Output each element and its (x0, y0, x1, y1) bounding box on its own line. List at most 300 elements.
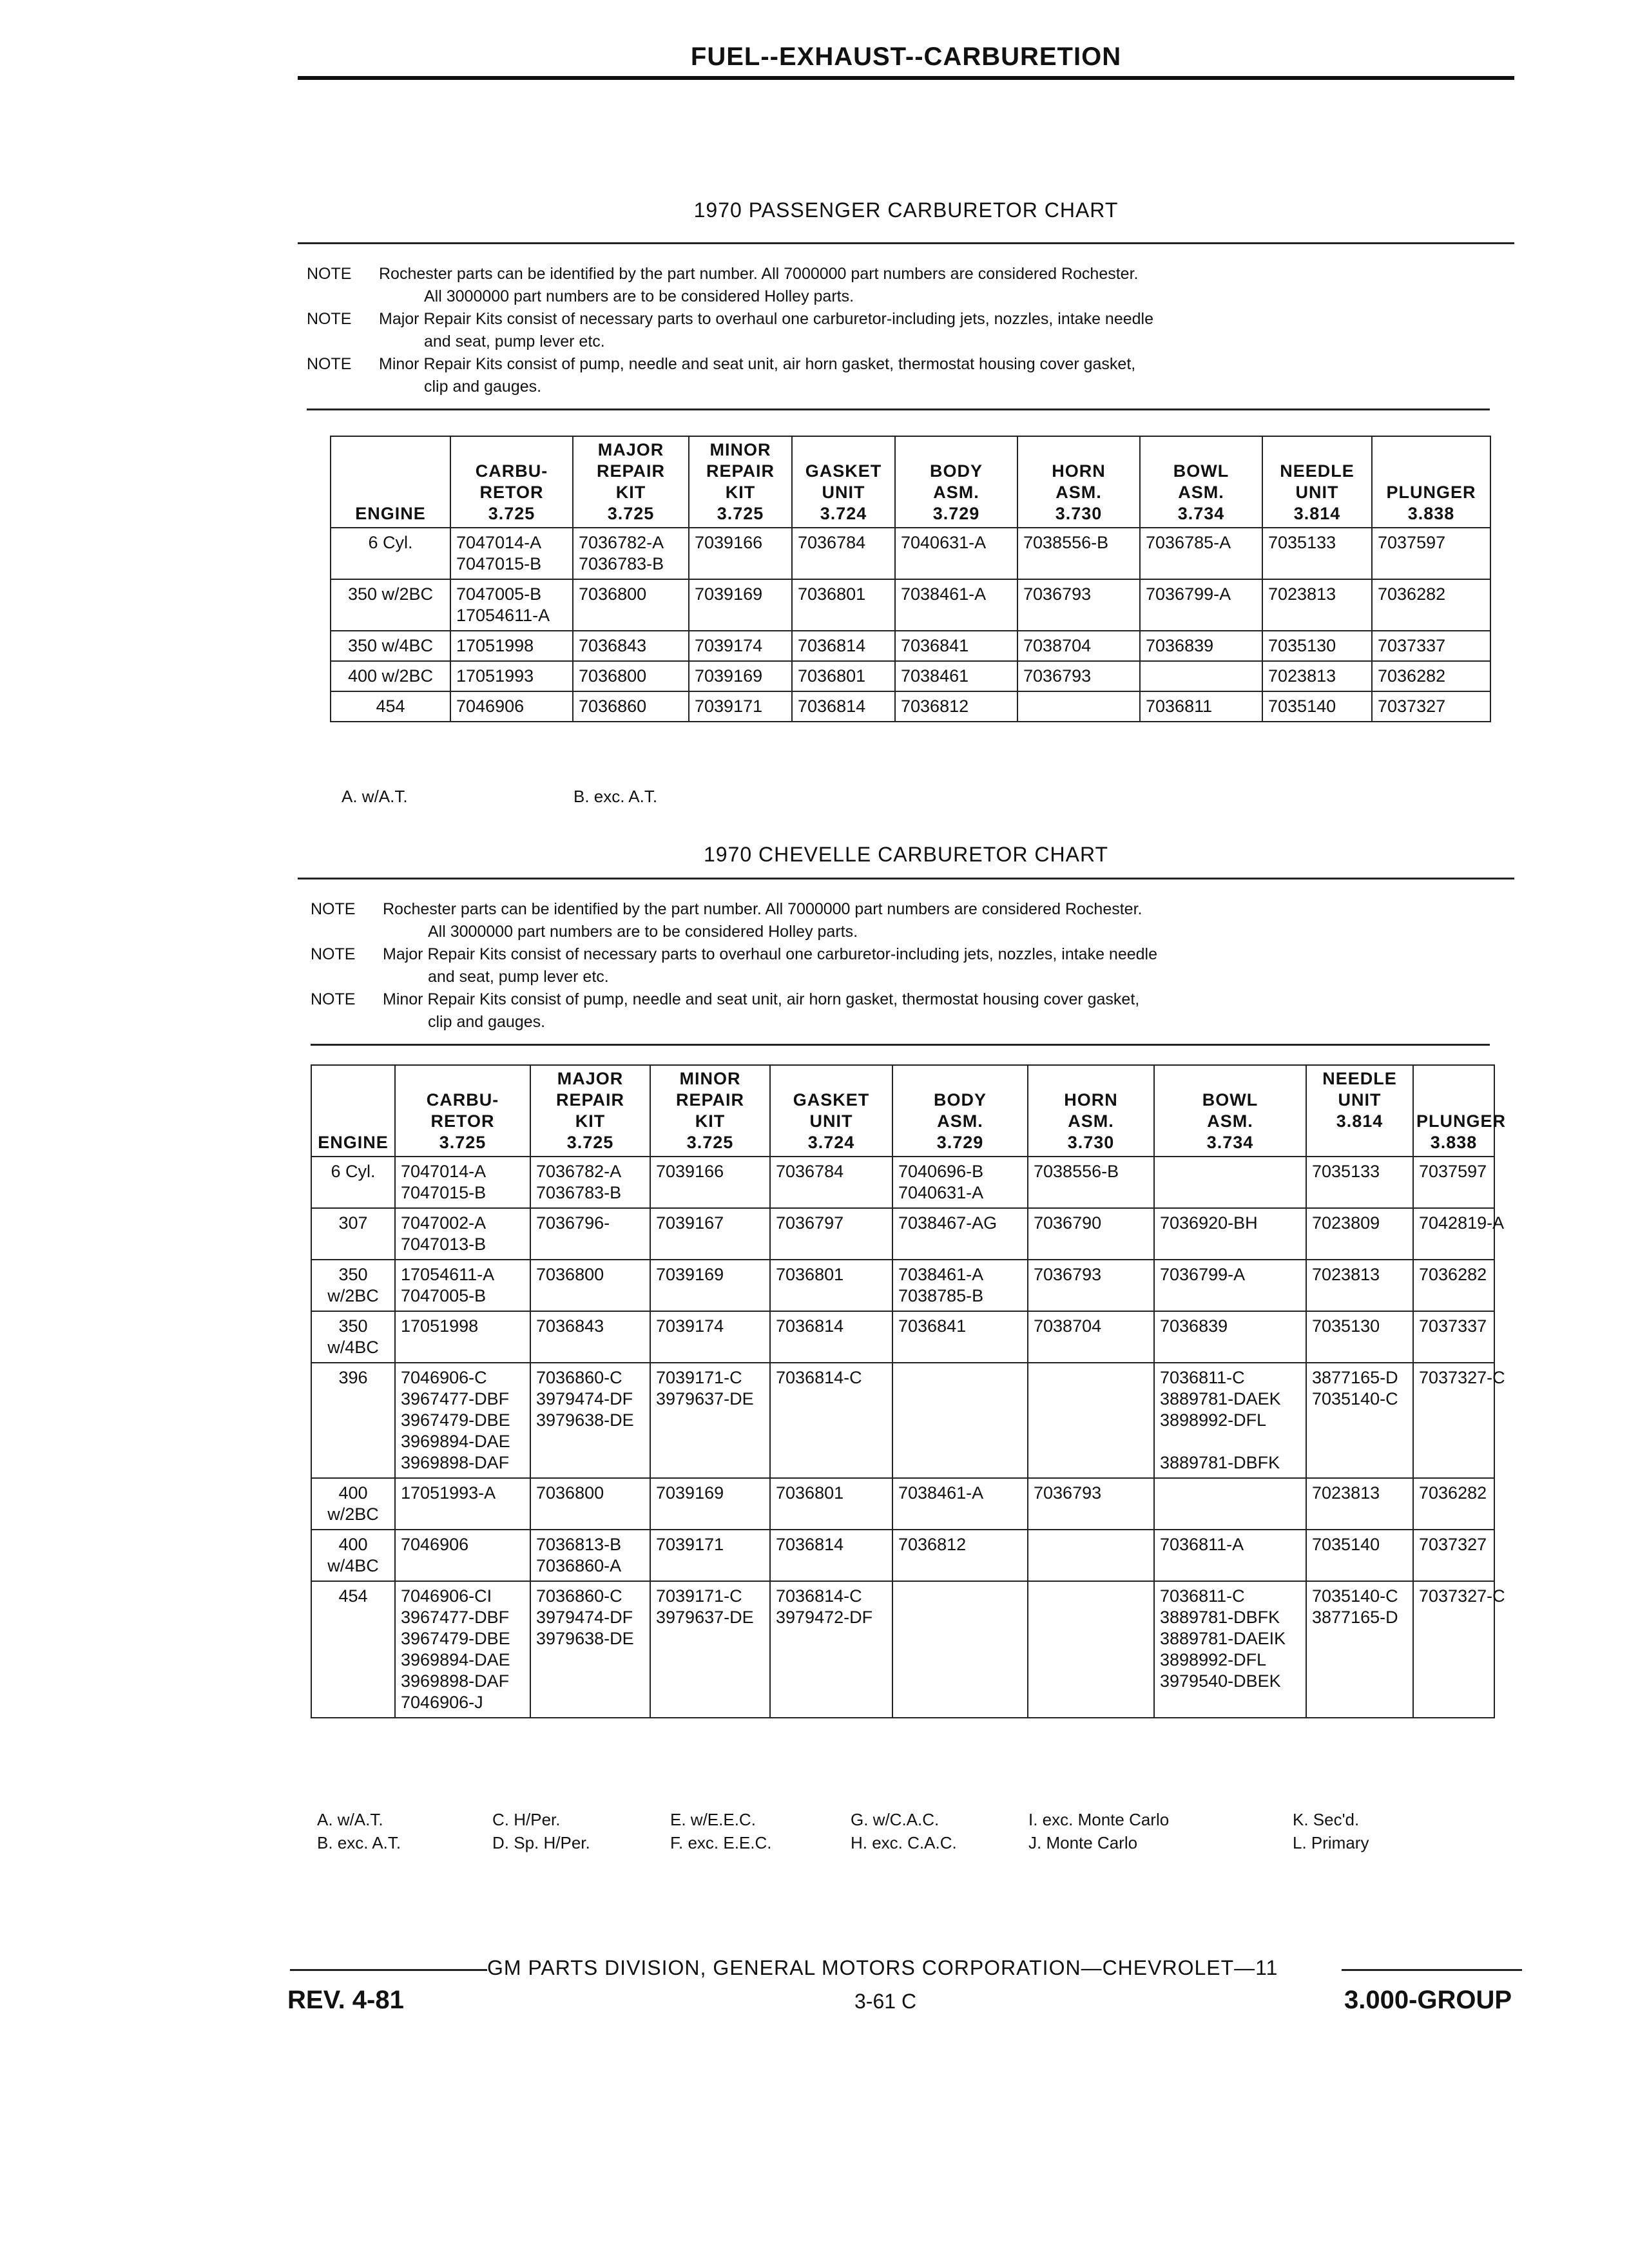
part-number: 3889781-DAEIK (1160, 1629, 1286, 1648)
cell-needle-unit (1262, 691, 1372, 722)
header-line: HORN (1064, 1090, 1118, 1110)
header-line (795, 439, 892, 461)
part-number: 7036843 (536, 1316, 604, 1336)
header-line: KIT (725, 483, 756, 502)
cell-minor-repair-kit (650, 1311, 770, 1363)
cell-plunger (1372, 528, 1490, 579)
table-row (331, 579, 1490, 631)
cell-engine (311, 1530, 395, 1581)
cell-needle-unit (1306, 1581, 1413, 1718)
part-number: 7036783-B (579, 554, 664, 573)
header-line: BOWL (1173, 461, 1229, 481)
part-number: 3877165-D (1312, 1608, 1398, 1627)
header-line: MAJOR (597, 440, 664, 459)
column-header-major-repair-kit (573, 436, 689, 528)
note-label: NOTE (311, 900, 356, 918)
part-number: 7035130 (1268, 636, 1336, 655)
cell-needle-unit (1306, 1363, 1413, 1478)
header-line: 3.729 (936, 1133, 984, 1152)
header-line: ASM. (1207, 1111, 1253, 1131)
header-line (1375, 439, 1487, 461)
part-number: 7039171 (656, 1535, 724, 1554)
note-label: NOTE (307, 310, 352, 328)
part-number: 396 (338, 1368, 368, 1387)
part-number: 7047002-A (401, 1213, 487, 1233)
cell-bowl-asm (1154, 1208, 1306, 1260)
cell-major-repair-kit (573, 579, 689, 631)
part-number: 350 w/4BC (347, 636, 434, 655)
cell-body-asm (892, 1157, 1028, 1208)
cell-major-repair-kit (530, 1208, 650, 1260)
cell-engine (331, 631, 450, 661)
running-head: FUEL--EXHAUST--CARBURETION (690, 43, 1122, 71)
table-row (311, 1363, 1494, 1478)
footnote: L. Primary (1293, 1833, 1369, 1852)
passenger-notes-rule (307, 408, 1490, 410)
group-label: 3.000-GROUP (1344, 1986, 1512, 2014)
part-number: 7036811 (1146, 697, 1213, 716)
cell-minor-repair-kit (650, 1581, 770, 1718)
cell-body-asm (892, 1363, 1028, 1478)
cell-minor-repair-kit (689, 631, 792, 661)
part-number: 7035140-C (1312, 1389, 1398, 1408)
cell-engine (311, 1157, 395, 1208)
part-number: 7036785-A (1146, 533, 1231, 552)
revision-label: REV. 4-81 (287, 1986, 404, 2014)
header-line: 3.725 (488, 504, 535, 523)
part-number: 7036801 (776, 1483, 844, 1503)
table-row (311, 1530, 1494, 1581)
cell-bowl-asm (1154, 1260, 1306, 1311)
part-number: 350 (338, 1316, 368, 1336)
cell-major-repair-kit (530, 1311, 650, 1363)
part-number: 7023809 (1312, 1213, 1380, 1233)
part-number: 17051998 (401, 1316, 479, 1336)
part-number: 7046906-C (401, 1368, 487, 1387)
part-number: 7037327 (1378, 697, 1446, 716)
cell-body-asm (892, 1530, 1028, 1581)
part-number: 7036811-C (1160, 1586, 1245, 1606)
part-number: w/4BC (327, 1338, 379, 1357)
part-number: 3969894-DAE (401, 1650, 510, 1669)
column-header-carburetor (395, 1065, 530, 1157)
header-line: 3.838 (1430, 1133, 1478, 1152)
part-number: 3967479-DBE (401, 1410, 510, 1430)
part-number: 400 (338, 1535, 368, 1554)
part-number: 7036282 (1378, 584, 1446, 604)
header-line (314, 1111, 392, 1132)
part-number: 7037597 (1419, 1162, 1487, 1181)
cell-body-asm (895, 691, 1017, 722)
footer-rule-right (1342, 1969, 1522, 1971)
passenger-title-rule (298, 242, 1514, 244)
part-number (1160, 1161, 1300, 1182)
cell-gasket-unit (770, 1157, 892, 1208)
cell-bowl-asm (1140, 528, 1262, 579)
table-row (311, 1208, 1494, 1260)
part-number: 7036782-A (579, 533, 664, 552)
part-number: 7036796- (536, 1213, 610, 1233)
cell-plunger (1413, 1157, 1494, 1208)
part-number: 3969894-DAE (401, 1432, 510, 1451)
table-row (331, 661, 1490, 691)
header-line (314, 1090, 392, 1111)
header-line: REPAIR (596, 461, 665, 481)
part-number: 17051993 (456, 666, 534, 686)
cell-major-repair-kit (573, 631, 689, 661)
header-line: 3.734 (1177, 504, 1225, 523)
note-line: and seat, pump lever etc. (424, 332, 605, 351)
header-line: KIT (575, 1111, 606, 1131)
header-line: MAJOR (557, 1069, 624, 1088)
part-number: 7037597 (1378, 533, 1446, 552)
header-line: 3.725 (607, 504, 655, 523)
cell-major-repair-kit (530, 1530, 650, 1581)
column-header-body-asm (892, 1065, 1028, 1157)
cell-horn-asm (1017, 631, 1140, 661)
part-number: 3889781-DBFK (1160, 1608, 1280, 1627)
cell-plunger (1413, 1208, 1505, 1260)
part-number: 454 (376, 697, 405, 716)
header-line (1375, 461, 1487, 482)
column-header-plunger (1372, 436, 1490, 528)
header-line: 3.838 (1407, 504, 1455, 523)
part-number: 350 w/2BC (347, 584, 434, 604)
cell-carburetor (450, 661, 573, 691)
part-number: 7040631-A (898, 1183, 984, 1202)
cell-body-asm (895, 579, 1017, 631)
column-header-body-asm (895, 436, 1017, 528)
cell-carburetor (450, 691, 573, 722)
header-line: RETOR (479, 483, 544, 502)
part-number: 7036790 (1034, 1213, 1102, 1233)
column-header-engine (331, 436, 450, 528)
header-line: 3.725 (439, 1133, 487, 1152)
footer-rule-left (290, 1969, 487, 1971)
part-number: 7036814 (776, 1316, 844, 1336)
part-number: 7036841 (901, 636, 969, 655)
part-number: 7047014-A (401, 1162, 487, 1181)
part-number: 3979474-DF (536, 1389, 633, 1408)
chevelle-notes-rule (311, 1044, 1490, 1046)
cell-horn-asm (1028, 1530, 1154, 1581)
note-label: NOTE (311, 945, 356, 963)
note-line: and seat, pump lever etc. (428, 968, 609, 986)
part-number (1034, 1367, 1148, 1389)
part-number: 7047005-B (456, 584, 542, 604)
cell-gasket-unit (792, 579, 895, 631)
running-head-rule (298, 76, 1514, 80)
cell-gasket-unit (792, 691, 895, 722)
header-line: HORN (1052, 461, 1106, 481)
cell-needle-unit (1306, 1208, 1413, 1260)
footnote: C. H/Per. (492, 1810, 561, 1829)
header-line: 3.725 (566, 1133, 614, 1152)
part-number: 7035140 (1268, 697, 1336, 716)
part-number: 7036783-B (536, 1183, 622, 1202)
part-number: 7036812 (898, 1535, 967, 1554)
cell-engine (331, 691, 450, 722)
cell-engine (311, 1478, 395, 1530)
part-number: 7036801 (798, 666, 866, 686)
header-line: BODY (929, 461, 983, 481)
part-number: 7038467-AG (898, 1213, 998, 1233)
part-number: 7037337 (1378, 636, 1446, 655)
cell-gasket-unit (770, 1260, 892, 1311)
cell-bowl-asm (1154, 1530, 1306, 1581)
part-number: 17051998 (456, 636, 534, 655)
header-line: UNIT (822, 483, 865, 502)
cell-carburetor (395, 1311, 530, 1363)
footnote: J. Monte Carlo (1028, 1833, 1138, 1852)
table-header-row (311, 1065, 1494, 1157)
header-line (454, 439, 570, 461)
cell-bowl-asm (1140, 661, 1262, 691)
note-line: Minor Repair Kits consist of pump, needle and seat unit, air horn gasket, thermostat housing cover gasket, (379, 355, 1136, 373)
passenger-chart-title: 1970 PASSENGER CARBURETOR CHART (693, 198, 1119, 222)
footnote: A. w/A.T. (342, 787, 408, 806)
part-number: 400 w/2BC (347, 666, 434, 686)
part-number: 7038556-B (1034, 1162, 1119, 1181)
cell-carburetor (395, 1530, 530, 1581)
note (307, 353, 1467, 398)
part-number: 17054611-A (401, 1265, 495, 1284)
header-line: PLUNGER (1416, 1111, 1507, 1131)
header-line (1157, 1068, 1303, 1090)
header-line (898, 439, 1014, 461)
cell-needle-unit (1306, 1478, 1413, 1530)
part-number: 7039171 (695, 697, 763, 716)
cell-needle-unit (1262, 661, 1372, 691)
part-number: 3969898-DAF (401, 1671, 510, 1691)
cell-bowl-asm (1154, 1478, 1306, 1530)
part-number: 7047014-A (456, 533, 542, 552)
cell-minor-repair-kit (689, 661, 792, 691)
header-line (1309, 1132, 1410, 1153)
note (311, 943, 1477, 988)
part-number: w/4BC (327, 1556, 379, 1575)
cell-body-asm (892, 1208, 1028, 1260)
note (311, 988, 1477, 1033)
table-header-row (331, 436, 1490, 528)
header-line: CARBU- (475, 461, 548, 481)
part-number: 3967477-DBF (401, 1608, 510, 1627)
column-header-horn-asm (1028, 1065, 1154, 1157)
part-number: 7036814 (798, 636, 866, 655)
cell-plunger (1413, 1530, 1494, 1581)
part-number: 7023813 (1312, 1483, 1380, 1503)
header-line: BODY (933, 1090, 987, 1110)
header-line: 3.730 (1067, 1133, 1115, 1152)
part-number: 7046906 (456, 697, 525, 716)
cell-horn-asm (1028, 1208, 1154, 1260)
cell-minor-repair-kit (650, 1157, 770, 1208)
cell-gasket-unit (770, 1363, 892, 1478)
cell-minor-repair-kit (650, 1530, 770, 1581)
cell-plunger (1413, 1260, 1494, 1311)
cell-body-asm (892, 1311, 1028, 1363)
part-number: 7036920-BH (1160, 1213, 1258, 1233)
header-line (314, 1068, 392, 1090)
header-line (896, 1068, 1025, 1090)
header-line (334, 482, 447, 503)
footnote: I. exc. Monte Carlo (1028, 1810, 1170, 1829)
header-line (773, 1068, 889, 1090)
cell-major-repair-kit (530, 1260, 650, 1311)
header-line: NEEDLE (1280, 461, 1354, 481)
part-number: 7036811-A (1160, 1535, 1244, 1554)
part-number: 7036793 (1034, 1265, 1102, 1284)
cell-carburetor (395, 1157, 530, 1208)
cell-needle-unit (1306, 1157, 1413, 1208)
column-header-bowl-asm (1154, 1065, 1306, 1157)
part-number: 7036814-C (776, 1368, 862, 1387)
passenger-carburetor-table (330, 436, 1491, 722)
cell-engine (331, 661, 450, 691)
part-number: 7047005-B (401, 1286, 487, 1305)
part-number: 7036812 (901, 697, 969, 716)
header-line: ASM. (937, 1111, 983, 1131)
cell-major-repair-kit (530, 1363, 650, 1478)
cell-horn-asm (1028, 1260, 1154, 1311)
cell-needle-unit (1306, 1311, 1413, 1363)
passenger-footnotes (342, 785, 986, 811)
part-number: 7023813 (1268, 584, 1336, 604)
part-number: 3898992-DFL (1160, 1410, 1267, 1430)
part-number: 3889781-DBFK (1160, 1453, 1280, 1472)
part-number: 7036801 (776, 1265, 844, 1284)
table-row (331, 528, 1490, 579)
cell-body-asm (892, 1581, 1028, 1718)
header-line (1021, 439, 1137, 461)
table-row (311, 1157, 1494, 1208)
cell-engine (311, 1363, 395, 1478)
column-header-plunger (1413, 1065, 1507, 1157)
cell-gasket-unit (770, 1208, 892, 1260)
header-line: 3.729 (932, 504, 980, 523)
cell-plunger (1372, 691, 1490, 722)
table-row (331, 691, 1490, 722)
cell-carburetor (395, 1581, 530, 1718)
cell-carburetor (395, 1208, 530, 1260)
cell-bowl-asm (1154, 1157, 1306, 1208)
part-number: 7047015-B (456, 554, 542, 573)
part-number: 7036797 (776, 1213, 844, 1233)
part-number: 7037337 (1419, 1316, 1487, 1336)
cell-horn-asm (1028, 1363, 1154, 1478)
part-number: 7036843 (579, 636, 647, 655)
cell-minor-repair-kit (689, 579, 792, 631)
part-number: 7036793 (1023, 584, 1092, 604)
header-line: ASM. (1055, 483, 1102, 502)
table-row (311, 1260, 1494, 1311)
table-row (331, 631, 1490, 661)
cell-major-repair-kit (573, 528, 689, 579)
header-line: NEEDLE (1322, 1069, 1397, 1088)
part-number: 17054611-A (456, 606, 550, 625)
part-number: 3979472-DF (776, 1608, 873, 1627)
cell-engine (311, 1581, 395, 1718)
note-line: All 3000000 part numbers are to be considered Holley parts. (428, 923, 858, 941)
chevelle-title-rule (298, 878, 1514, 879)
note-line: Major Repair Kits consist of necessary parts to overhaul one carburetor-including jets, nozzles, intake needle (383, 945, 1158, 963)
part-number: 7037327-C (1419, 1368, 1505, 1387)
part-number: 454 (338, 1586, 368, 1606)
cell-gasket-unit (792, 631, 895, 661)
part-number: 7039169 (695, 666, 763, 686)
column-header-minor-repair-kit (650, 1065, 770, 1157)
part-number: 3979637-DE (656, 1608, 754, 1627)
part-number: 7036801 (798, 584, 866, 604)
note-line: Rochester parts can be identified by the part number. All 7000000 part numbers are considered Rochester. (379, 265, 1139, 283)
part-number: 3889781-DAEK (1160, 1389, 1281, 1408)
header-line: 3.725 (717, 504, 764, 523)
part-number: 7036813-B (536, 1535, 622, 1554)
part-number: w/2BC (327, 1286, 379, 1305)
part-number: 7036860 (579, 697, 647, 716)
note-line: Rochester parts can be identified by the part number. All 7000000 part numbers are considered Rochester. (383, 900, 1142, 918)
cell-minor-repair-kit (650, 1260, 770, 1311)
header-line: GASKET (793, 1090, 870, 1110)
column-header-horn-asm (1017, 436, 1140, 528)
cell-plunger (1372, 579, 1490, 631)
header-line (334, 439, 447, 461)
part-number: 7046906-CI (401, 1586, 492, 1606)
header-line: 3.724 (820, 504, 867, 523)
header-line: ASM. (1178, 483, 1224, 502)
part-number: 7036839 (1146, 636, 1214, 655)
part-number: 7038704 (1023, 636, 1092, 655)
part-number: 7036282 (1419, 1265, 1487, 1284)
cell-plunger (1372, 661, 1490, 691)
part-number: 7035140-C (1312, 1586, 1398, 1606)
header-line: 3.734 (1206, 1133, 1254, 1152)
note (307, 263, 1467, 308)
part-number: 3979637-DE (656, 1389, 754, 1408)
cell-body-asm (895, 631, 1017, 661)
header-line: UNIT (1295, 483, 1339, 502)
header-line (1266, 439, 1369, 461)
header-line (1031, 1068, 1151, 1090)
part-number: 350 (338, 1265, 368, 1284)
part-number: 7036860-A (536, 1556, 622, 1575)
cell-engine (311, 1311, 395, 1363)
part-number: 7023813 (1268, 666, 1336, 686)
footnote: B. exc. A.T. (317, 1833, 401, 1852)
part-number: 7039169 (656, 1483, 724, 1503)
part-number: 7036799-A (1160, 1265, 1246, 1284)
header-line: ASM. (933, 483, 979, 502)
note (307, 308, 1467, 353)
part-number: 7037327-C (1419, 1586, 1505, 1606)
cell-carburetor (395, 1363, 530, 1478)
header-line (1143, 439, 1259, 461)
header-line: GASKET (805, 461, 882, 481)
part-number: 7046906-J (401, 1693, 483, 1712)
part-number: 7039169 (695, 584, 763, 604)
cell-major-repair-kit (573, 691, 689, 722)
part-number (1023, 696, 1134, 717)
column-header-engine (311, 1065, 395, 1157)
cell-plunger (1372, 631, 1490, 661)
cell-bowl-asm (1154, 1363, 1306, 1478)
cell-minor-repair-kit (689, 528, 792, 579)
part-number: 7038461-A (898, 1265, 984, 1284)
column-header-major-repair-kit (530, 1065, 650, 1157)
column-header-minor-repair-kit (689, 436, 792, 528)
table-row (311, 1581, 1494, 1718)
part-number (1146, 666, 1257, 687)
